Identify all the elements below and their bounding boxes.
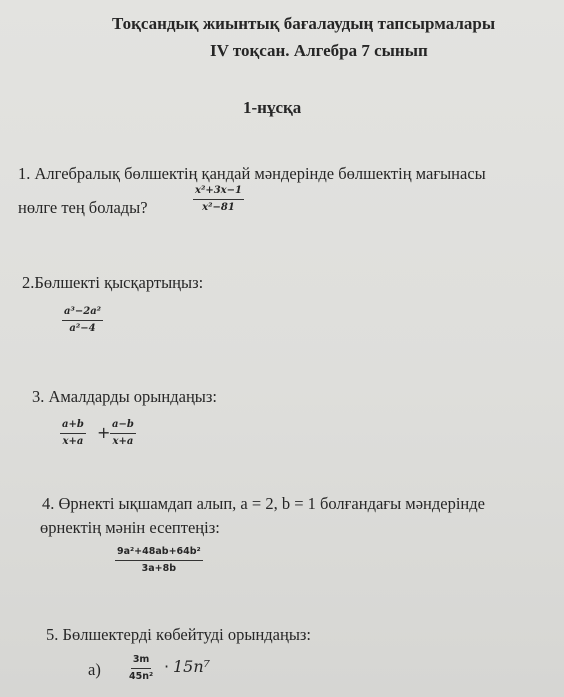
task-5-factor: 15n⁷ bbox=[173, 657, 211, 676]
task-2-numerator: a³−2a² bbox=[62, 307, 103, 321]
task-1-numerator: x²+3x−1 bbox=[193, 186, 244, 200]
task-4-text-line2: өрнектің мәнін есептеңіз: bbox=[40, 518, 220, 537]
task-3-text: 3. Амалдарды орындаңыз: bbox=[32, 387, 217, 406]
task-5-denominator: 45n² bbox=[129, 670, 154, 682]
task-3-fraction-1-numerator: a+b bbox=[60, 420, 86, 434]
task-5-item-label: а) bbox=[88, 660, 101, 679]
task-2-fraction bbox=[62, 307, 103, 334]
task-1-text-line2: нөлге тең болады? bbox=[18, 198, 148, 217]
task-4-denominator: 3a+8b bbox=[141, 562, 177, 574]
worksheet-subtitle: IV тоқсан. Алгебра 7 сынып bbox=[210, 41, 428, 60]
task-3-fraction-2 bbox=[110, 420, 136, 447]
task-2-denominator: a²−4 bbox=[69, 323, 96, 334]
task-4-text-line1: 4. Өрнекті ықшамдап алып, a = 2, b = 1 болғандағы мәндерінде bbox=[42, 494, 485, 513]
task-5-text: 5. Бөлшектерді көбейтуді орындаңыз: bbox=[46, 625, 312, 644]
task-4-numerator: 9a²+48ab+64b² bbox=[115, 547, 203, 561]
task-1-text-line1: 1. Алгебралық бөлшектің қандай мәндерінде бөлшектің мағынасы bbox=[18, 164, 486, 183]
variant-label: 1-нұсқа bbox=[243, 98, 302, 117]
task-1-fraction bbox=[193, 186, 244, 213]
task-3-fraction-1-denominator: x+a bbox=[62, 436, 84, 447]
task-3-fraction-2-denominator: x+a bbox=[112, 436, 134, 447]
task-4-fraction bbox=[115, 547, 203, 573]
task-5-multiply-operator: · bbox=[164, 657, 170, 676]
task-1-denominator: x²−81 bbox=[202, 202, 235, 213]
task-3-plus-operator: + bbox=[97, 423, 111, 442]
task-5-numerator: 3m bbox=[131, 655, 152, 669]
task-3-fraction-2-numerator: a−b bbox=[110, 420, 136, 434]
task-2-text: 2.Бөлшекті қысқартыңыз: bbox=[22, 273, 204, 292]
task-3-fraction-1 bbox=[60, 420, 86, 447]
worksheet-title: Тоқсандық жиынтық бағалаудың тапсырмалары bbox=[112, 14, 496, 33]
task-5-fraction bbox=[127, 655, 155, 681]
